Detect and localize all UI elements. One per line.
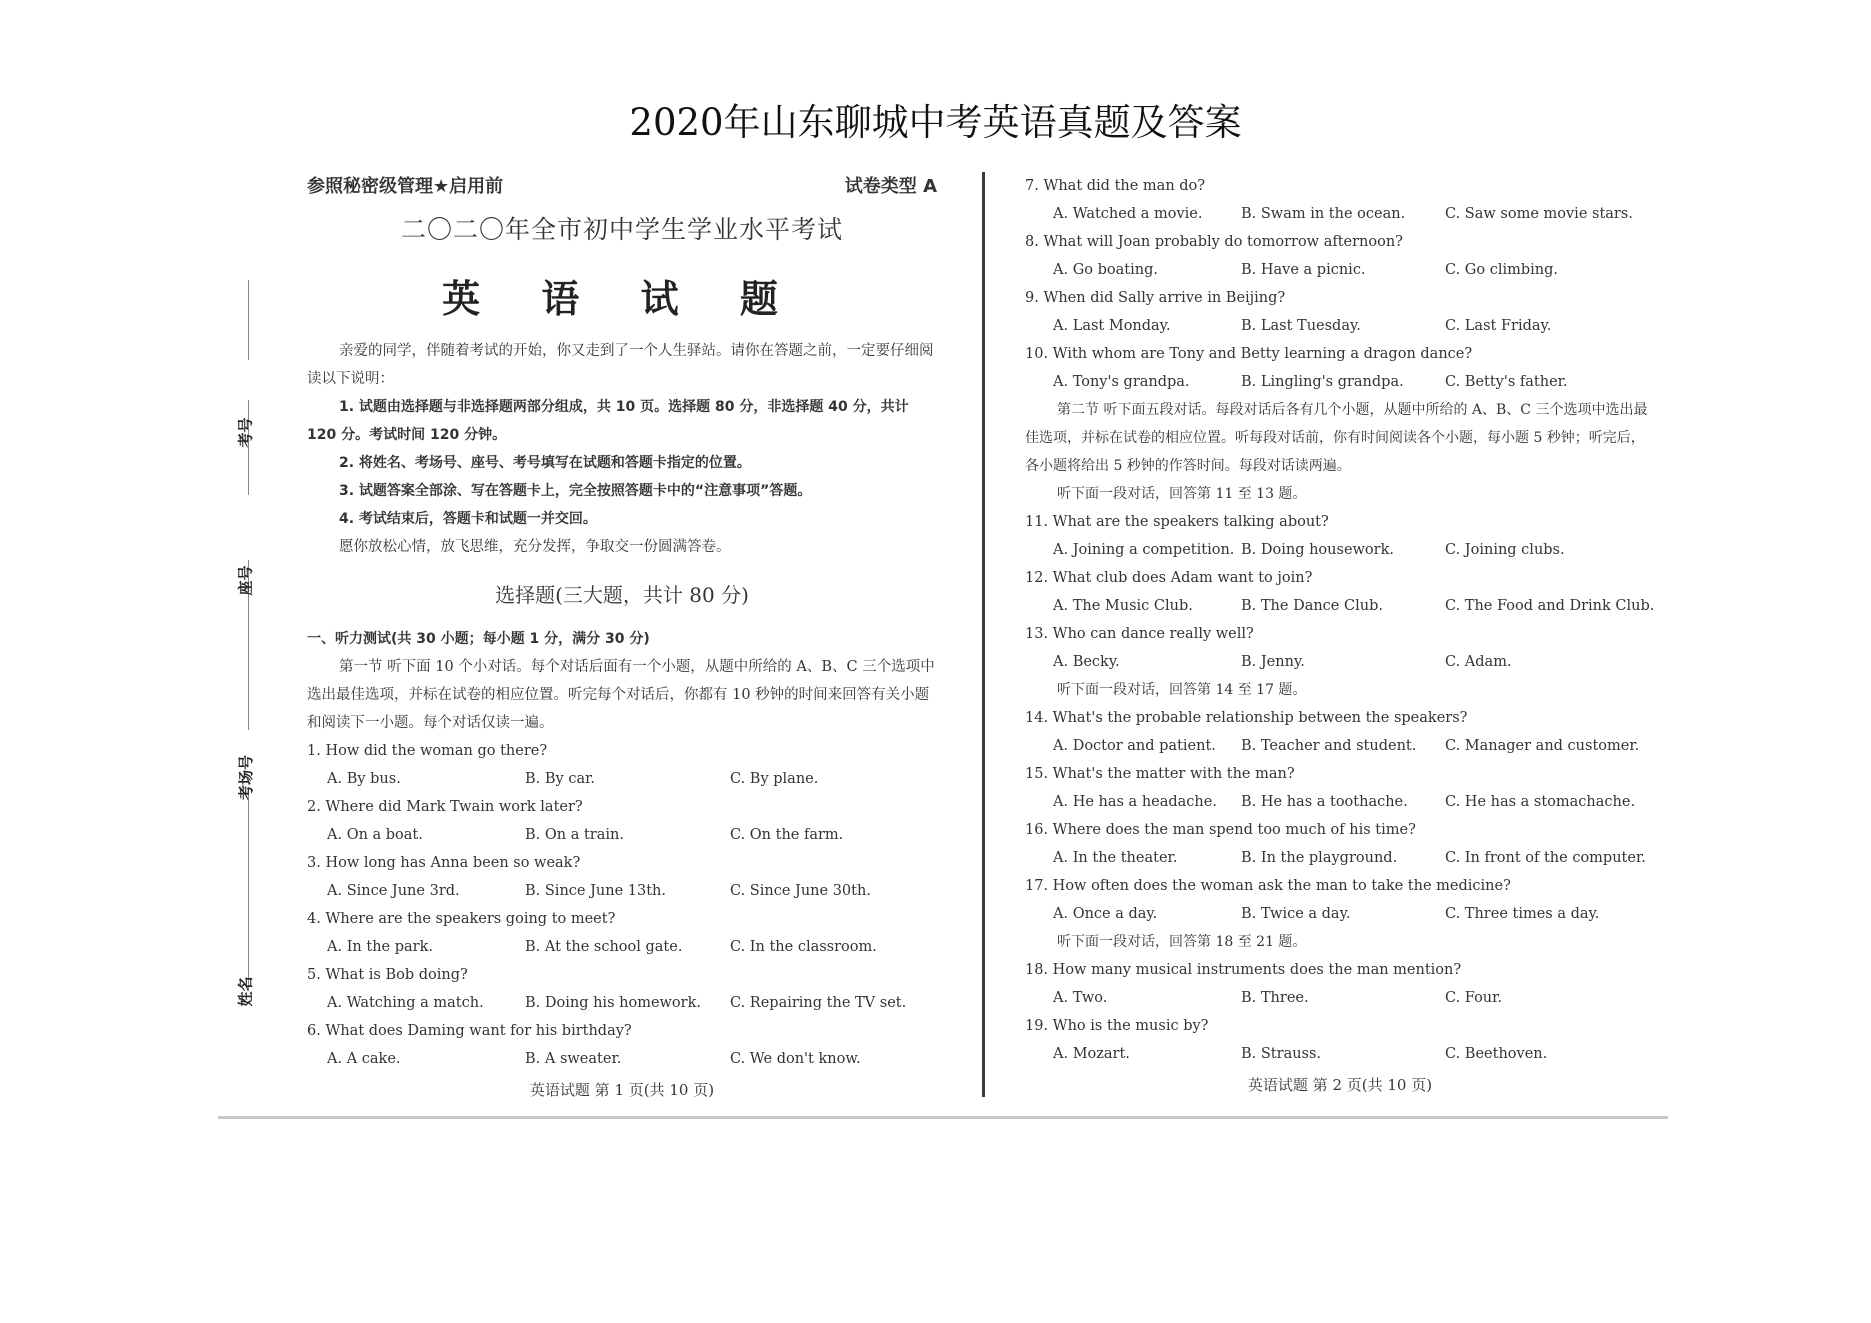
exam-number-label: 考号 [236, 417, 255, 448]
options-row [307, 821, 937, 849]
option-c: C. Repairing the TV set. [730, 995, 907, 1011]
question-text: 15. What's the matter with the man? [1025, 766, 1295, 782]
option-c: C. By plane. [730, 771, 819, 787]
question-text: 19. Who is the music by? [1025, 1018, 1209, 1034]
question-text: 13. Who can dance really well? [1025, 626, 1254, 642]
option-b: B. Have a picnic. [1241, 262, 1366, 278]
part1-section1-instructions: 第一节 听下面 10 个小对话。每个对话后面有一个小题，从题中所给的 A、B、C 三个选项中选出最佳选项，并标在试卷的相应位置。听完每个对话后，你都有 10 秒钟的时间来回答有关小题和阅读下一小题。每个对话仅读一遍。 [307, 659, 935, 731]
options-row [1025, 732, 1655, 760]
question-text: 18. How many musical instruments does the man mention? [1025, 962, 1462, 978]
option-c: C. Last Friday. [1445, 318, 1552, 334]
options-row [1025, 312, 1655, 340]
option-c: C. We don't know. [730, 1051, 861, 1067]
option-b: B. Teacher and student. [1241, 738, 1417, 754]
options-row [307, 765, 937, 793]
option-b: B. Three. [1241, 990, 1309, 1006]
option-a: A. Tony's grandpa. [1053, 374, 1190, 390]
question-text: 9. When did Sally arrive in Beijing? [1025, 290, 1286, 306]
option-b: B. By car. [525, 771, 596, 787]
rule-2: 2. 将姓名、考场号、座号、考号填写在试题和答题卡指定的位置。 [339, 455, 751, 471]
question-item [307, 737, 937, 793]
seat-number-label: 座号 [236, 565, 255, 596]
question-text: 3. How long has Anna been so weak? [307, 855, 581, 871]
option-c: C. Joining clubs. [1445, 542, 1565, 558]
option-a: A. In the park. [327, 939, 433, 955]
option-a: A. A cake. [327, 1051, 401, 1067]
page-footer-right: 英语试题 第 2 页(共 10 页) [1247, 1076, 1433, 1094]
question-list-left [307, 737, 937, 1073]
option-c: C. Beethoven. [1445, 1046, 1548, 1062]
secrecy-label: 参照秘密级管理★启用前 [307, 176, 504, 197]
bottom-rule [218, 1116, 1668, 1119]
options-row [1025, 984, 1655, 1012]
option-c: C. In front of the computer. [1445, 850, 1646, 866]
option-b: B. He has a toothache. [1241, 794, 1408, 810]
options-row [307, 933, 937, 961]
option-b: B. Strauss. [1241, 1046, 1322, 1062]
listening-prompt: 听下面一段对话，回答第 18 至 21 题。 [1057, 934, 1307, 950]
option-c: C. Manager and customer. [1445, 738, 1640, 754]
options-row [307, 877, 937, 905]
option-b: B. Swam in the ocean. [1241, 206, 1406, 222]
question-text: 6. What does Daming want for his birthday? [307, 1023, 632, 1039]
options-row [1025, 844, 1655, 872]
option-b: B. Since June 13th. [525, 883, 666, 899]
option-c: C. Four. [1445, 990, 1503, 1006]
option-b: B. In the playground. [1241, 850, 1398, 866]
option-c: C. He has a stomachache. [1445, 794, 1636, 810]
question-item [307, 849, 937, 905]
option-a: A. Since June 3rd. [327, 883, 460, 899]
option-a: A. Doctor and patient. [1053, 738, 1216, 754]
question-text: 5. What is Bob doing? [307, 967, 468, 983]
options-row [1025, 368, 1655, 396]
page-footer-left: 英语试题 第 1 页(共 10 页) [529, 1081, 715, 1099]
options-row [1025, 256, 1655, 284]
margin-line [248, 790, 249, 990]
exam-title: 二〇二〇年全市初中学生学业水平考试 [400, 215, 843, 244]
subject-title: 英 语 试 题 [442, 276, 802, 321]
question-text: 16. Where does the man spend too much of his time? [1025, 822, 1416, 838]
options-row [307, 1045, 937, 1073]
option-a: A. Watching a match. [327, 995, 484, 1011]
option-b: B. Lingling's grandpa. [1241, 374, 1404, 390]
option-a: A. Mozart. [1053, 1046, 1130, 1062]
options-row [1025, 648, 1655, 676]
question-item [307, 961, 937, 1017]
question-text: 12. What club does Adam want to join? [1025, 570, 1313, 586]
question-text: 14. What's the probable relationship between the speakers? [1025, 710, 1468, 726]
part1-section2-instructions: 第二节 听下面五段对话。每段对话后各有几个小题，从题中所给的 A、B、C 三个选项中选出最佳选项，并标在试卷的相应位置。听每段对话前，你有时间阅读各个小题，每小题 5 秒钟；听完后，各小题将给出 5 秒钟的作答时间。每段对话读两遍。 [1025, 402, 1648, 474]
question-text: 1. How did the woman go there? [307, 743, 548, 759]
listening-prompt: 听下面一段对话，回答第 14 至 17 题。 [1057, 682, 1307, 698]
option-b: B. Doing housework. [1241, 542, 1394, 558]
option-a: A. By bus. [327, 771, 401, 787]
section-title: 选择题(三大题，共计 80 分) [495, 583, 749, 607]
question-text: 11. What are the speakers talking about? [1025, 514, 1329, 530]
question-text: 2. Where did Mark Twain work later? [307, 799, 583, 815]
option-a: A. Two. [1053, 990, 1108, 1006]
question-text: 8. What will Joan probably do tomorrow afternoon? [1025, 234, 1403, 250]
page-1 [307, 172, 937, 1103]
options-row [1025, 200, 1655, 228]
options-row [307, 989, 937, 1017]
option-c: C. Since June 30th. [730, 883, 871, 899]
option-a: A. The Music Club. [1053, 598, 1193, 614]
question-text: 4. Where are the speakers going to meet? [307, 911, 616, 927]
option-b: B. On a train. [525, 827, 624, 843]
option-b: B. Last Tuesday. [1241, 318, 1361, 334]
option-a: A. In the theater. [1053, 850, 1178, 866]
name-label: 姓名 [236, 976, 255, 1007]
rule-3: 3. 试题答案全部涂、写在答题卡上，完全按照答题卡中的“注意事项”答题。 [339, 483, 812, 499]
question-list-right [1025, 172, 1655, 1068]
option-b: B. A sweater. [525, 1051, 622, 1067]
option-c: C. The Food and Drink Club. [1445, 598, 1655, 614]
question-text: 10. With whom are Tony and Betty learning a dragon dance? [1025, 346, 1473, 362]
option-b: B. Jenny. [1241, 654, 1305, 670]
room-number-label: 考场号 [237, 754, 256, 801]
header-row [307, 172, 937, 200]
options-row [1025, 788, 1655, 816]
page-2 [1025, 172, 1655, 1098]
page-divider [982, 172, 985, 1097]
option-a: A. On a boat. [327, 827, 423, 843]
wish-text: 愿你放松心情，放飞思维，充分发挥，争取交一份圆满答卷。 [339, 539, 731, 555]
option-c: C. In the classroom. [730, 939, 877, 955]
options-row [1025, 1040, 1655, 1068]
option-a: A. Once a day. [1053, 906, 1158, 922]
rule-4: 4. 考试结束后，答题卡和试题一并交回。 [339, 511, 597, 527]
option-c: C. Betty's father. [1445, 374, 1568, 390]
rule-1: 1. 试题由选择题与非选择题两部分组成，共 10 页。选择题 80 分，非选择题 40 分，共计 120 分。考试时间 120 分钟。 [307, 399, 909, 443]
option-b: B. At the school gate. [525, 939, 683, 955]
option-a: A. Becky. [1053, 654, 1120, 670]
option-a: A. Watched a movie. [1053, 206, 1203, 222]
options-row [1025, 900, 1655, 928]
option-a: A. Last Monday. [1053, 318, 1171, 334]
option-b: B. Doing his homework. [525, 995, 701, 1011]
exam-sheet [200, 160, 1670, 1120]
question-item [307, 1017, 937, 1073]
option-c: C. Adam. [1445, 654, 1512, 670]
option-a: A. He has a headache. [1053, 794, 1217, 810]
margin-line [248, 280, 249, 360]
option-a: A. Go boating. [1053, 262, 1158, 278]
part1-title: 一、听力测试(共 30 小题；每小题 1 分，满分 30 分) [307, 631, 650, 647]
question-text: 17. How often does the woman ask the man to take the medicine? [1025, 878, 1511, 894]
options-row [1025, 592, 1655, 620]
question-item [307, 793, 937, 849]
listening-prompt: 听下面一段对话，回答第 11 至 13 题。 [1057, 486, 1307, 502]
option-b: B. Twice a day. [1241, 906, 1351, 922]
question-item [307, 905, 937, 961]
options-row [1025, 536, 1655, 564]
option-c: C. On the farm. [730, 827, 844, 843]
option-b: B. The Dance Club. [1241, 598, 1383, 614]
option-c: C. Saw some movie stars. [1445, 206, 1633, 222]
question-text: 7. What did the man do? [1025, 178, 1206, 194]
document-title: 2020年山东聊城中考英语真题及答案 [629, 101, 1242, 144]
option-c: C. Three times a day. [1445, 906, 1600, 922]
intro-text: 亲爱的同学，伴随着考试的开始，你又走到了一个人生驿站。请你在答题之前，一定要仔细阅读以下说明： [307, 343, 934, 387]
paper-type-label: 试卷类型 A [844, 176, 937, 197]
option-c: C. Go climbing. [1445, 262, 1559, 278]
option-a: A. Joining a competition. [1053, 542, 1235, 558]
